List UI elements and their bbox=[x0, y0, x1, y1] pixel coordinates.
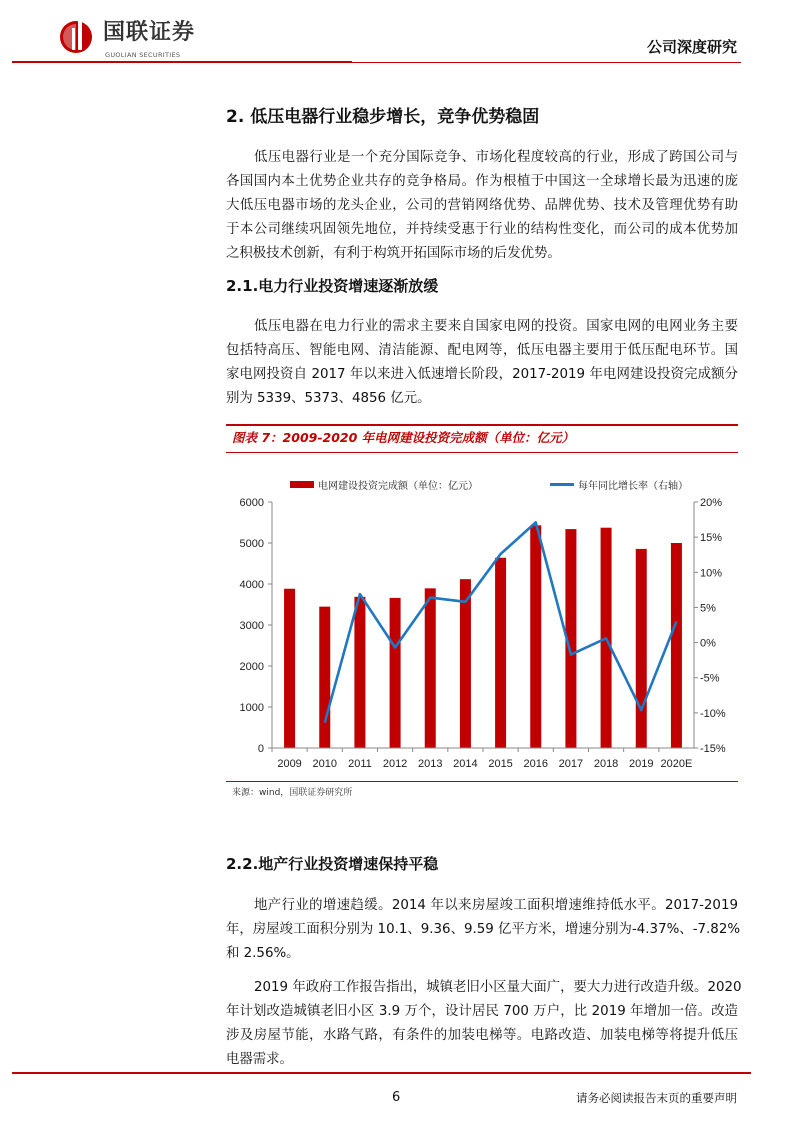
paragraph-industry bbox=[226, 146, 738, 266]
legend-label-line: 每年同比增长率（右轴） bbox=[578, 481, 688, 492]
x-tick-label: 2009 bbox=[277, 758, 302, 770]
y-left-tick-label: 4000 bbox=[239, 579, 264, 591]
y-left-tick-label: 1000 bbox=[239, 702, 264, 714]
x-tick-label: 2018 bbox=[593, 758, 619, 770]
header-rule bbox=[12, 61, 352, 63]
figure-source: 来源：wind，国联证券研究所 bbox=[232, 788, 353, 798]
grid-investment-chart bbox=[220, 470, 740, 780]
x-tick-label: 2015 bbox=[488, 758, 513, 770]
x-tick-label: 2016 bbox=[523, 758, 548, 770]
y-left-tick-label: 2000 bbox=[239, 661, 264, 673]
y-left-tick-label: 0 bbox=[257, 743, 264, 755]
legend-swatch-bar bbox=[290, 481, 314, 488]
x-tick-label: 2013 bbox=[418, 758, 443, 770]
y-right-tick-label: -5% bbox=[700, 672, 720, 685]
paragraph-real-estate bbox=[226, 894, 741, 966]
figure-bottom-rule bbox=[226, 781, 738, 782]
paragraph-power-grid bbox=[226, 315, 738, 411]
legend-label-bar: 电网建设投资完成额（单位：亿元） bbox=[318, 481, 478, 492]
bar-2010 bbox=[319, 607, 330, 748]
bar-2012 bbox=[390, 598, 401, 748]
document-type: 公司深度研究 bbox=[646, 38, 737, 56]
text-line: 之积极技术创新，有利于构筑开拓国际市场的后发优势。 bbox=[226, 246, 561, 261]
text-line: 家电网投资自 2017 年以来进入低速增长阶段，2017-2019 年电网建设投资完成额分 bbox=[226, 367, 738, 382]
logo-subtext: GUOLIAN SECURITIES bbox=[105, 51, 181, 59]
footer-disclaimer: 请务必阅读报告末页的重要声明 bbox=[576, 1091, 737, 1105]
legend-swatch-line bbox=[550, 483, 574, 486]
x-tick-label: 2020E bbox=[660, 758, 693, 770]
section-heading-2-2: 2.2.地产行业投资增速保持平稳 bbox=[226, 855, 439, 873]
section-heading-2: 2. 低压电器行业稳步增长，竞争优势稳固 bbox=[226, 107, 540, 127]
bar-2014 bbox=[460, 579, 471, 748]
text-line: 电器需求。 bbox=[226, 1052, 293, 1067]
text-line: 低压电器在电力行业的需求主要来自国家电网的投资。国家电网的电网业务主要 bbox=[254, 319, 738, 334]
bar-2013 bbox=[425, 588, 436, 748]
y-left-tick-label: 3000 bbox=[239, 620, 264, 632]
y-right-tick-label: 5% bbox=[700, 602, 716, 615]
x-tick-label: 2017 bbox=[558, 758, 584, 770]
guolian-logo-icon bbox=[58, 18, 94, 54]
bar-2019 bbox=[636, 549, 647, 748]
x-tick-label: 2019 bbox=[629, 758, 654, 770]
y-right-tick-label: -10% bbox=[700, 707, 726, 720]
x-tick-label: 2010 bbox=[312, 758, 337, 770]
chart-legend bbox=[290, 479, 688, 492]
y-right-tick-label: 10% bbox=[700, 567, 723, 580]
text-line: 年，房屋竣工面积分别为 10.1、9.36、9.59 亿平方米，增速分别为-4.37%、-7.82% bbox=[226, 922, 741, 937]
text-line: 涉及房屋节能，水路气路，有条件的加装电梯等。电路改造、加装电梯等将提升低压 bbox=[226, 1028, 738, 1043]
y-right-tick-label: -15% bbox=[700, 743, 726, 755]
footer-rule bbox=[12, 1072, 751, 1074]
text-line: 于本公司继续巩固领先地位，并持续受惠于行业的结构性变化，而公司的成本优势加 bbox=[226, 222, 738, 237]
paragraph-renovation bbox=[226, 976, 742, 1072]
figure-caption: 图表 7：2009-2020 年电网建设投资完成额（单位：亿元） bbox=[232, 430, 575, 445]
bar-2020E bbox=[671, 543, 682, 748]
x-tick-label: 2011 bbox=[348, 758, 372, 770]
bar-2016 bbox=[530, 525, 541, 748]
text-line: 年计划改造城镇老旧小区 3.9 万个，设计居民 700 万户，比 2019 年增加一倍。改造 bbox=[226, 1004, 738, 1019]
header-rule-thin bbox=[352, 62, 741, 63]
text-line: 各国国内本土优势企业共存的竞争格局。作为根植于中国这一全球增长最为迅速的庞 bbox=[226, 174, 738, 189]
y-right-tick-label: 0% bbox=[700, 637, 716, 650]
page-number: 6 bbox=[392, 1090, 401, 1105]
text-line: 2019 年政府工作报告指出，城镇老旧小区量大面广，要大力进行改造升级。2020 bbox=[254, 980, 742, 995]
y-right-tick-label: 20% bbox=[700, 497, 723, 509]
x-tick-label: 2014 bbox=[453, 758, 478, 770]
y-left-tick-label: 6000 bbox=[239, 497, 264, 509]
x-tick-label: 2012 bbox=[382, 758, 408, 770]
logo-text: 国联证券 bbox=[103, 20, 196, 45]
text-line: 地产行业的增速趋缓。2014 年以来房屋竣工面积增速维持低水平。2017-2019 bbox=[254, 898, 738, 913]
y-right-tick-label: 15% bbox=[700, 532, 723, 545]
y-left-tick-label: 5000 bbox=[239, 538, 264, 550]
section-heading-2-1: 2.1.电力行业投资增速逐渐放缓 bbox=[226, 277, 439, 295]
text-line: 别为 5339、5373、4856 亿元。 bbox=[226, 391, 431, 406]
text-line: 低压电器行业是一个充分国际竞争、市场化程度较高的行业，形成了跨国公司与 bbox=[254, 150, 738, 165]
bar-2011 bbox=[354, 597, 365, 748]
text-line: 大低压电器市场的龙头企业，公司的营销网络优势、品牌优势、技术及管理优势有助 bbox=[226, 198, 738, 213]
bar-2015 bbox=[495, 558, 506, 748]
bar-2009 bbox=[284, 589, 295, 748]
text-line: 包括特高压、智能电网、清洁能源、配电网等，低压电器主要用于低压配电环节。国 bbox=[226, 343, 738, 358]
text-line: 和 2.56%。 bbox=[226, 946, 300, 961]
